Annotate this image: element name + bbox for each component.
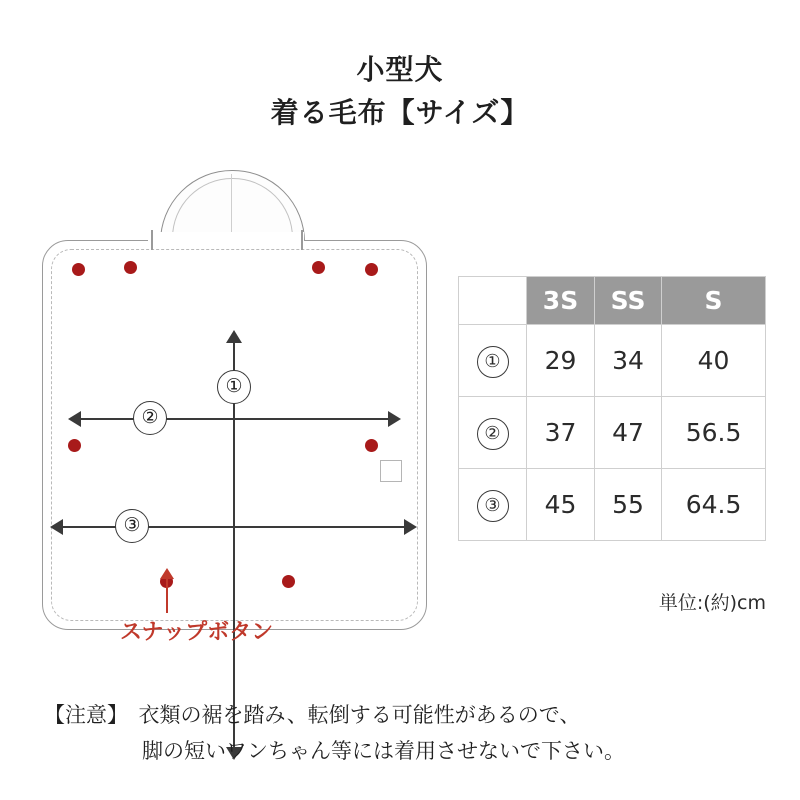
table-cell: 37 bbox=[527, 397, 595, 469]
table-row-header-3 bbox=[459, 469, 527, 541]
callout-leader-line bbox=[166, 575, 168, 613]
page-title bbox=[0, 48, 800, 135]
table-cell: 47 bbox=[595, 397, 662, 469]
unit-note: 単位:(約)cm bbox=[658, 592, 766, 614]
table-cell: 56.5 bbox=[662, 397, 766, 469]
snap-button-label: スナップボタン bbox=[120, 619, 274, 644]
dimension-badge-2: ② bbox=[133, 401, 167, 435]
row-badge-3: ③ bbox=[477, 490, 509, 522]
snap-button bbox=[365, 263, 378, 276]
row-badge-1: ① bbox=[477, 346, 509, 378]
dimension-line-2 bbox=[80, 418, 390, 420]
table-col-header-ss: SS bbox=[595, 277, 662, 325]
page-title-line2: 着る毛布【サイズ】 bbox=[270, 97, 530, 129]
table-col-header-s: S bbox=[662, 277, 766, 325]
neck-left-edge bbox=[151, 230, 153, 250]
arrow-up-icon bbox=[226, 330, 242, 343]
caution-text bbox=[44, 698, 774, 769]
arrow-right-icon bbox=[404, 519, 417, 535]
size-table bbox=[458, 276, 766, 541]
caution-line1: 【注意】 衣類の裾を踏み、転倒する可能性があるので、 bbox=[44, 704, 581, 727]
neck-right-edge bbox=[301, 230, 303, 250]
table-cell: 40 bbox=[662, 325, 766, 397]
arrow-left-icon bbox=[50, 519, 63, 535]
snap-button bbox=[365, 439, 378, 452]
table-row bbox=[459, 325, 766, 397]
snap-button bbox=[72, 263, 85, 276]
table-row bbox=[459, 469, 766, 541]
table-cell: 55 bbox=[595, 469, 662, 541]
table-col-header-3s: 3S bbox=[527, 277, 595, 325]
table-corner-cell bbox=[459, 277, 527, 325]
table-header-row bbox=[459, 277, 766, 325]
page-title-line1: 小型犬 bbox=[356, 54, 444, 85]
table-row-header-1 bbox=[459, 325, 527, 397]
arrow-right-icon bbox=[388, 411, 401, 427]
table-cell: 29 bbox=[527, 325, 595, 397]
snap-button bbox=[124, 261, 137, 274]
row-badge-2: ② bbox=[477, 418, 509, 450]
table-cell: 45 bbox=[527, 469, 595, 541]
snap-button bbox=[312, 261, 325, 274]
caution-line2: 脚の短いワンちゃん等には着用させないで下さい。 bbox=[142, 739, 625, 763]
dimension-badge-3: ③ bbox=[115, 509, 149, 543]
snap-button bbox=[282, 575, 295, 588]
tag-square bbox=[380, 460, 402, 482]
dimension-line-3 bbox=[62, 526, 407, 528]
table-row-header-2 bbox=[459, 397, 527, 469]
dimension-badge-1: ① bbox=[217, 370, 251, 404]
neck-opening bbox=[148, 232, 304, 248]
snap-button bbox=[68, 439, 81, 452]
table-row bbox=[459, 397, 766, 469]
table-cell: 64.5 bbox=[662, 469, 766, 541]
size-table-container bbox=[458, 276, 766, 541]
arrow-left-icon bbox=[68, 411, 81, 427]
table-cell: 34 bbox=[595, 325, 662, 397]
product-diagram bbox=[20, 160, 450, 670]
